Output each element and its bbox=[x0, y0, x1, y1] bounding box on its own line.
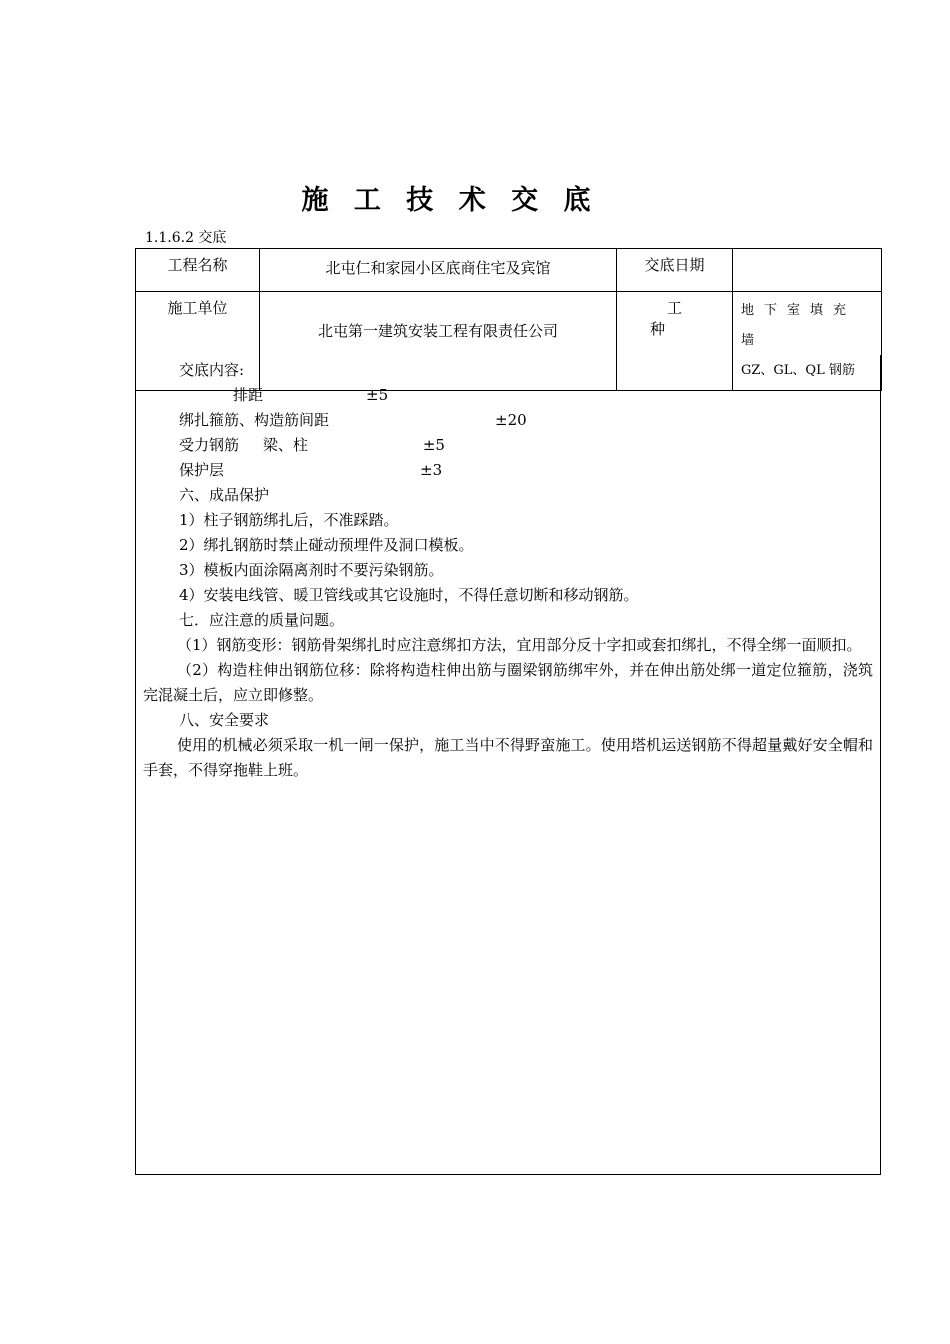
work-type-value-line1: 地下室填充墙 bbox=[741, 303, 857, 348]
list-item: （2）构造柱伸出钢筋位移：除将构造柱伸出筋与圈梁钢筋绑牢外，并在伸出筋处绑一道定位箍筋，浇筑完混凝土后，应立即修整。 bbox=[143, 661, 873, 704]
content-heading: 交底内容: bbox=[179, 361, 245, 379]
unit-value: 北屯第一建筑安装工程有限责任公司 bbox=[260, 292, 617, 391]
header-row-project bbox=[136, 249, 882, 292]
project-name-label: 工程名称 bbox=[136, 249, 260, 292]
list-item: 4）安装电线管、暖卫管线或其它设施时，不得任意切断和移动钢筋。 bbox=[179, 586, 639, 604]
tolerance-row bbox=[143, 433, 873, 458]
content-body bbox=[143, 358, 873, 783]
tolerance-item: 保护层 bbox=[179, 461, 225, 479]
work-type-label: 工种 bbox=[617, 292, 733, 391]
tolerance-value: ±5 bbox=[366, 386, 389, 404]
tolerance-row bbox=[143, 383, 873, 408]
list-item: （1）钢筋变形：钢筋骨架绑扎时应注意绑扣方法，宜用部分反十字扣或套扣绑扎，不得全绑一面顺扣。 bbox=[177, 636, 862, 654]
tolerance-row bbox=[143, 458, 873, 483]
section7-title: 七．应注意的质量问题。 bbox=[179, 611, 345, 629]
section8-title: 八、安全要求 bbox=[179, 711, 270, 729]
date-value bbox=[733, 249, 882, 292]
project-name-value: 北屯仁和家园小区底商住宅及宾馆 bbox=[260, 249, 617, 292]
section8-text: 使用的机械必须采取一机一闸一保护，施工当中不得野蛮施工。使用塔机运送钢筋不得超量戴好安全帽和手套，不得穿拖鞋上班。 bbox=[143, 736, 873, 779]
tolerance-value: ±3 bbox=[420, 461, 443, 479]
page-title: 施 工 技 术 交 底 bbox=[301, 185, 599, 216]
list-item: 1）柱子钢筋绑扎后，不准踩踏。 bbox=[179, 511, 399, 529]
tolerance-value: ±5 bbox=[422, 436, 445, 454]
tolerance-item: 受力钢筋 梁、柱 bbox=[179, 436, 308, 454]
date-label: 交底日期 bbox=[617, 249, 733, 292]
tolerance-item: 排距 bbox=[233, 386, 264, 404]
section-label: 1.1.6.2 交底 bbox=[145, 230, 227, 246]
list-item: 2）绑扎钢筋时禁止碰动预埋件及洞口模板。 bbox=[179, 536, 474, 554]
unit-label: 施工单位 bbox=[136, 292, 260, 391]
tolerance-item: 绑扎箍筋、构造筋间距 bbox=[179, 411, 330, 429]
tolerance-row bbox=[143, 408, 873, 433]
work-type-value-line2: GZ、GL、QL 钢筋 bbox=[741, 363, 855, 378]
section6-title: 六、成品保护 bbox=[179, 486, 270, 504]
tolerance-value: ±20 bbox=[495, 411, 527, 429]
list-item: 3）模板内面涂隔离剂时不要污染钢筋。 bbox=[179, 561, 444, 579]
